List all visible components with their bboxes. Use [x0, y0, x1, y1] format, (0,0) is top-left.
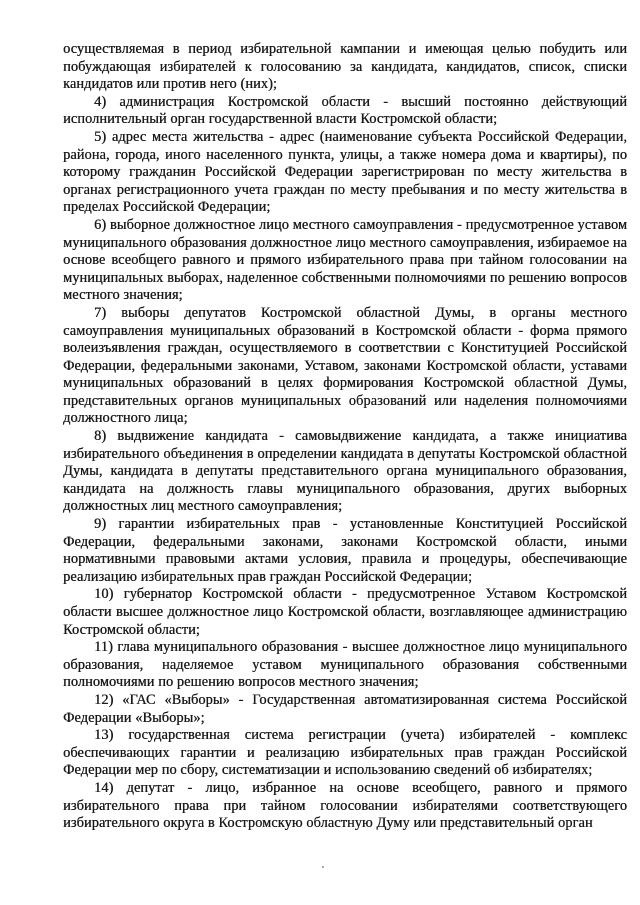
paragraph-item-9: 9) гарантии избирательных прав - установленные Конституцией Российской Федерации, федеральными законами, законами Костромской области, иными нормативными правовыми актами условия, правила и процедуры, обеспечивающие реализацию избирательных прав граждан Российской Федерации;: [63, 516, 627, 585]
paragraph-item-8: 8) выдвижение кандидата - самовыдвижение кандидата, а также инициатива избирательного объединения в определении кандидата в депутаты Костромской областной Думы, кандидата в депутаты представительного органа муниципального образования, кандидата на должность главы муниципального образования, других выборных должностных лиц местного самоуправления;: [63, 428, 627, 515]
paragraph-item-5: 5) адрес места жительства - адрес (наименование субъекта Российской Федерации, района, города, иного населенного пункта, улицы, а также номера дома и квартиры), по которому гражданин Российской Федерации зарегистрирован по месту жительства в органах регистрационного учета граждан по месту пребывания и по месту жительства в пределах Российской Федерации;: [63, 128, 627, 216]
paragraph-item-6: 6) выборное должностное лицо местного самоуправления - предусмотренное уставом муниципального образования должностное лицо местного самоуправления, избираемое на основе всеобщего равного и прямого избирательного права при тайном голосовании на муниципальных выборах, наделенное собственными полномочиями по решению вопросов местного значения;: [63, 216, 627, 304]
paragraph-item-7: 7) выборы депутатов Костромской областной Думы, в органы местного самоуправления муниципальных образований в Костромской области - форма прямого волеизъявления граждан, осуществляемого в соответствии с Конституцией Российской Федерации, федеральными законами, Уставом, законами Костромской области, уставами муниципальных образований в целях формирования Костромской областной Думы, представительных органов муниципальных образований или наделения полномочиями должностного лица;: [63, 304, 627, 427]
paragraph-continuation: осуществляемая в период избирательной кампании и имеющая целью побудить или побуждающая избирателей к голосованию за кандидата, кандидатов, список, списки кандидатов или против него (них);: [63, 41, 627, 93]
paragraph-item-4: 4) администрация Костромской области - высший постоянно действующий исполнительный орган государственной власти Костромской области;: [63, 93, 627, 128]
document-text-block: [63, 41, 627, 833]
paragraph-item-13: 13) государственная система регистрации (учета) избирателей - комплекс обеспечивающих гарантии и реализацию избирательных прав граждан Российской Федерации мер по сбору, систематизации и использованию сведений об избирателях;: [63, 727, 627, 779]
paragraph-item-14: 14) депутат - лицо, избранное на основе всеобщего, равного и прямого избирательного права при тайном голосовании избирателями соответствующего избирательного округа в Костромскую областную Думу или представительный орган: [63, 779, 627, 832]
paragraph-item-11: 11) глава муниципального образования - высшее должностное лицо муниципального образования, наделяемое уставом муниципального образования собственными полномочиями по решению вопросов местного значения;: [63, 639, 627, 691]
scan-artifact-dot: [322, 866, 324, 868]
paragraph-item-12: 12) «ГАС «Выборы» - Государственная автоматизированная система Российской Федерации «Выборы»;: [63, 691, 627, 726]
paragraph-item-10: 10) губернатор Костромской области - предусмотренное Уставом Костромской области высшее должностное лицо Костромской области, возглавляющее администрацию Костромской области;: [63, 586, 627, 638]
